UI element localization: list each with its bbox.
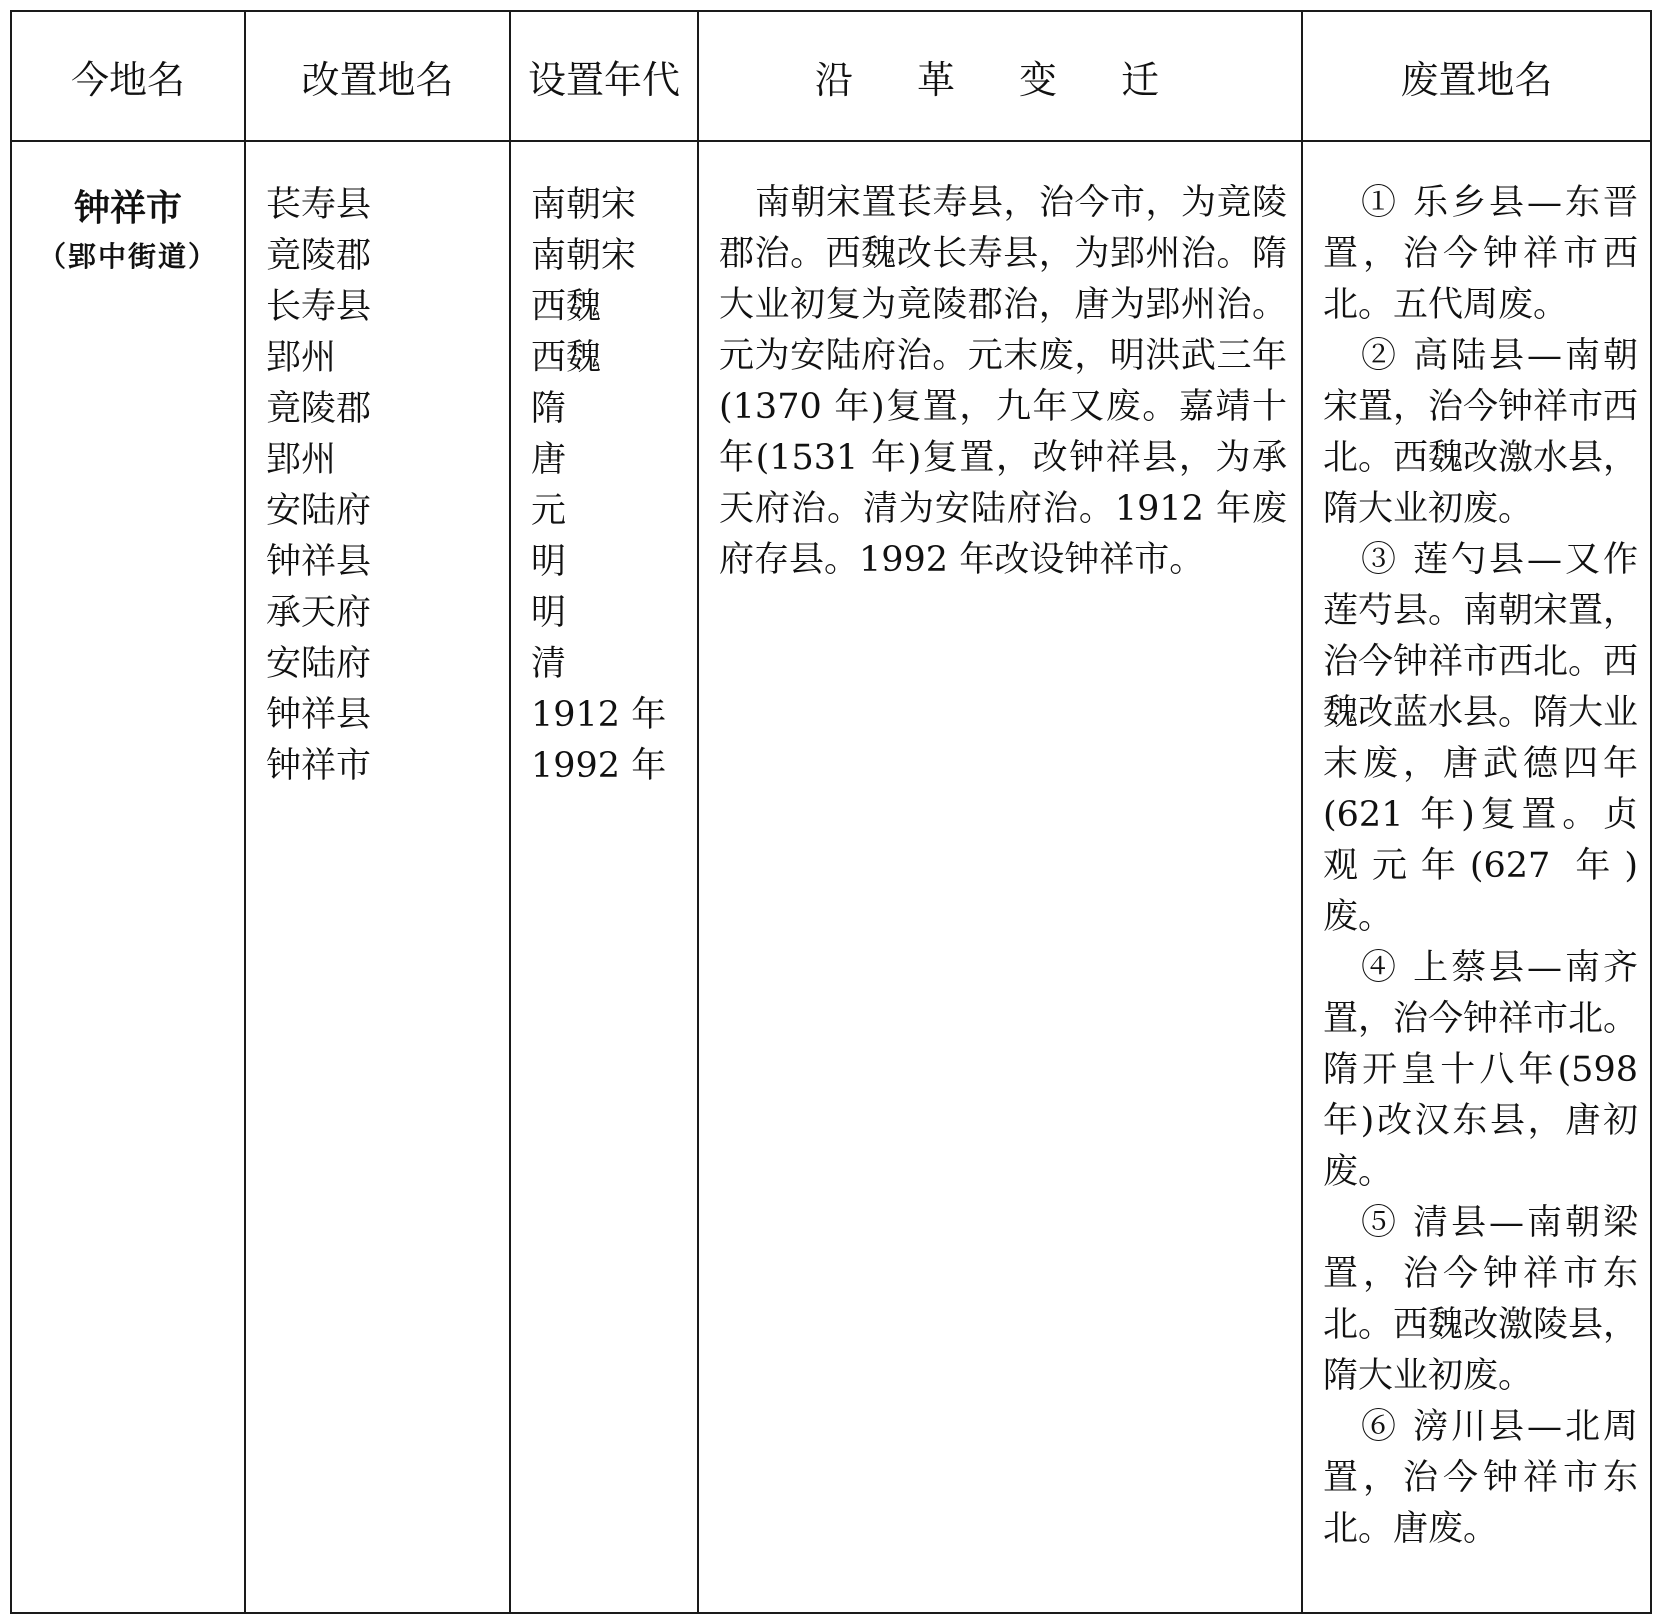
abolished-cell — [1302, 141, 1651, 1613]
list-item: 钟祥县 — [266, 542, 372, 582]
abolished-entry: ① 乐乡县—东晋置，治今钟祥市西北。五代周废。 — [1323, 183, 1638, 325]
current-name-cell — [11, 141, 245, 1613]
abolished-entry: ⑥ 滂川县—北周置，治今钟祥市东北。唐废。 — [1323, 1407, 1638, 1549]
list-item: 南朝宋 — [531, 236, 637, 276]
list-item: 郢州 — [266, 440, 337, 480]
list-item: 苌寿县 — [266, 185, 372, 225]
list-item: 唐 — [531, 440, 567, 480]
list-item: 安陆府 — [266, 644, 372, 684]
header-row — [11, 11, 1651, 141]
established-cell — [510, 141, 698, 1613]
abolished-entry: ③ 莲勺县—又作莲芍县。南朝宋置，治今钟祥市西北。西魏改蓝水县。隋大业末废，唐武德四年(621 年)复置。贞观元年(627 年)废。 — [1323, 540, 1639, 937]
list-item: 1912 年 — [531, 695, 667, 735]
established-list — [511, 180, 697, 792]
list-item: 郢州 — [266, 338, 337, 378]
table-row — [11, 141, 1651, 1613]
abolished-entry: ② 高陆县—南朝宋置，治今钟祥市西北。西魏改激水县，隋大业初废。 — [1323, 336, 1639, 529]
header-current-name: 今地名 — [11, 11, 245, 141]
list-item: 隋 — [531, 389, 567, 429]
history-cell — [698, 141, 1302, 1613]
list-item: 竟陵郡 — [266, 389, 372, 429]
list-item: 明 — [531, 542, 567, 582]
list-item: 钟祥市 — [266, 746, 372, 786]
list-item: 清 — [531, 644, 567, 684]
header-history: 沿 革 变 迁 — [698, 11, 1302, 141]
list-item: 钟祥县 — [266, 695, 372, 735]
abolished-entry: ⑤ 清县—南朝梁置，治今钟祥市东北。西魏改激陵县，隋大业初废。 — [1323, 1203, 1639, 1396]
list-item: 承天府 — [266, 593, 372, 633]
list-item: 元 — [531, 491, 567, 531]
list-item: 明 — [531, 593, 567, 633]
list-item: 1992 年 — [531, 746, 667, 786]
header-changed-names: 改置地名 — [245, 11, 510, 141]
list-item: 长寿县 — [266, 287, 372, 327]
abolished-entry: ④ 上蔡县—南齐置，治今钟祥市北。隋开皇十八年(598 年)改汉东县，唐初废。 — [1323, 948, 1639, 1192]
current-name: 钟祥市 — [73, 187, 182, 229]
changed-names-list — [246, 180, 509, 792]
list-item: 竟陵郡 — [266, 236, 372, 276]
header-abolished-names: 废置地名 — [1302, 11, 1651, 141]
list-item: 西魏 — [531, 338, 602, 378]
abolished-names-list — [1323, 178, 1638, 1555]
place-name-table — [10, 10, 1652, 1614]
history-text: 南朝宋置苌寿县，治今市，为竟陵郡治。西魏改长寿县，为郢州治。隋大业初复为竟陵郡治，唐为郢州治。元为安陆府治。元末废，明洪武三年(1370 年)复置，九年又废。嘉靖十年(1531 年)复置，改钟祥县，为承天府治。清为安陆府治。1912 年废府存县。1992 年改设钟祥市。 — [719, 183, 1287, 580]
list-item: 西魏 — [531, 287, 602, 327]
current-name-subtitle: （郢中街道） — [37, 240, 218, 273]
list-item: 安陆府 — [266, 491, 372, 531]
list-item: 南朝宋 — [531, 185, 637, 225]
header-established: 设置年代 — [510, 11, 698, 141]
changed-names-cell — [245, 141, 510, 1613]
